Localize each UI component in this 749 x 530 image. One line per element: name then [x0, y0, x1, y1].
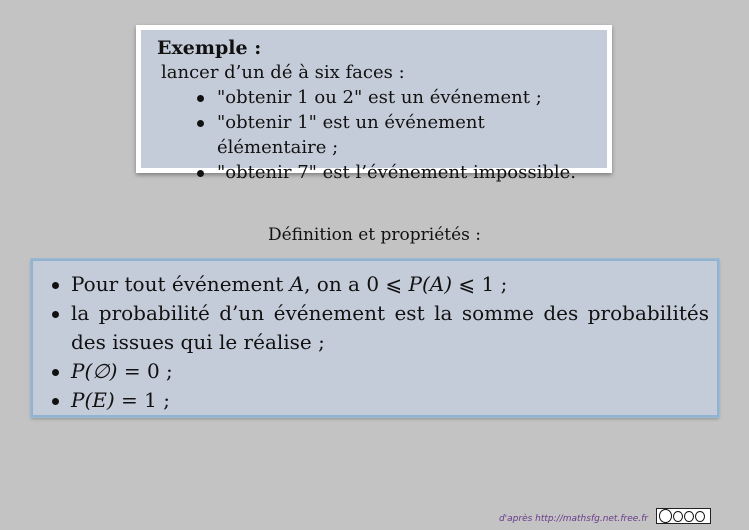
- footer-credit: d'après http://mathsfg.net.free.fr: [498, 514, 648, 524]
- example-box: [136, 25, 612, 183]
- definition-item-empty-set: [47, 357, 709, 386]
- definition-text: , on a 0 ⩽: [304, 272, 409, 296]
- section-heading: Définition et propriétés :: [267, 225, 482, 245]
- creative-commons-by-nc-sa-icon: [656, 508, 711, 524]
- definition-list: [47, 270, 709, 415]
- definition-text: ⩽ 1 ;: [452, 272, 508, 296]
- example-title: Exemple :: [157, 37, 262, 59]
- probability-expression: P(E): [71, 388, 115, 412]
- definition-item-universe: [47, 386, 709, 415]
- nc-icon: [684, 511, 694, 522]
- event-variable: A: [289, 272, 305, 296]
- example-item: "obtenir 1" est un événement élémentaire ;: [195, 110, 595, 160]
- example-intro: lancer d’un dé à six faces :: [161, 62, 405, 83]
- definition-item-bounds: [47, 270, 709, 299]
- cc-icon: [659, 509, 672, 523]
- definition-box: [31, 259, 719, 417]
- example-list: [153, 85, 595, 185]
- definition-text: Pour tout événement: [71, 272, 290, 296]
- probability-expression: P(A): [408, 272, 453, 296]
- definition-item-sum: la probabilité d’un événement est la somme des probabilités des issues qui le réalise ;: [47, 299, 709, 357]
- probability-expression: P(∅): [71, 359, 118, 383]
- sa-icon: [695, 511, 705, 522]
- definition-text: = 0 ;: [117, 359, 173, 383]
- example-item: "obtenir 7" est l’événement impossible.: [195, 160, 595, 185]
- definition-text: = 1 ;: [114, 388, 170, 412]
- example-item: "obtenir 1 ou 2" est un événement ;: [195, 85, 595, 110]
- by-icon: [673, 511, 683, 522]
